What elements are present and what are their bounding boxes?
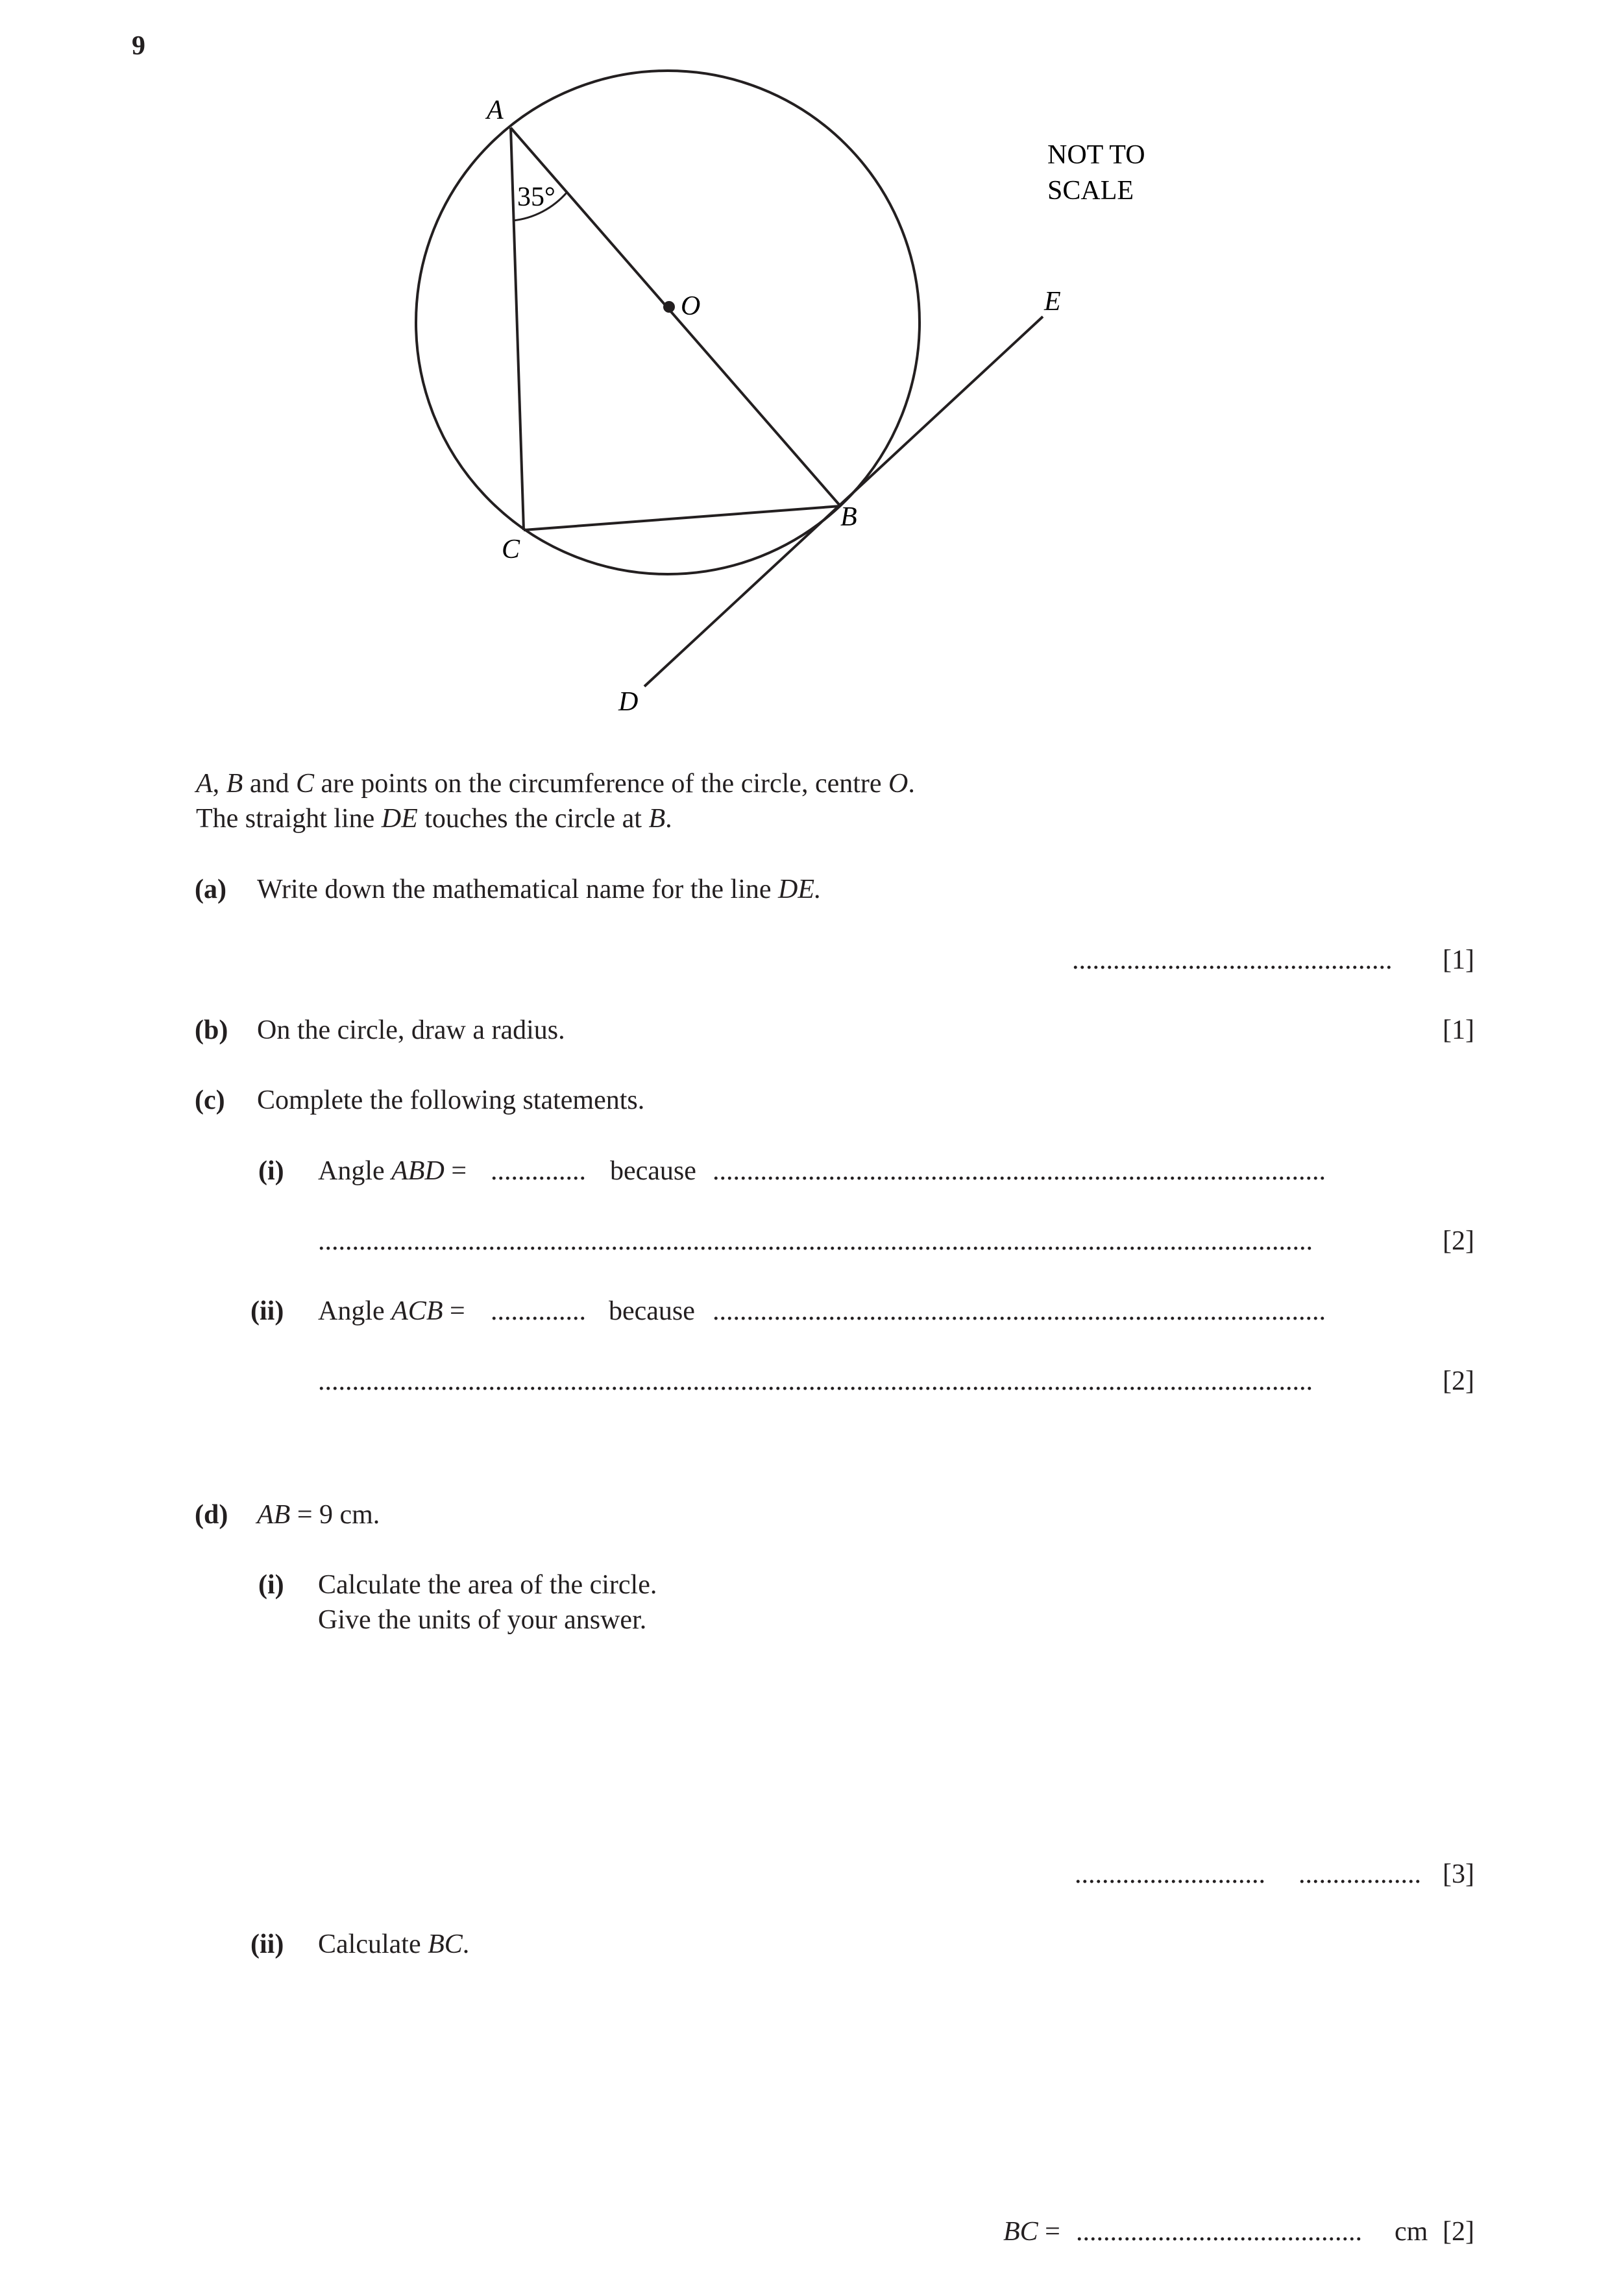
- question-c-ii-angle-answer[interactable]: ..............: [491, 1296, 586, 1326]
- question-d-i-answer-line[interactable]: ............................: [1075, 1859, 1265, 1889]
- question-c-i-angle-answer[interactable]: ..............: [491, 1156, 586, 1186]
- question-d-i-units-line[interactable]: ..................: [1299, 1859, 1421, 1889]
- question-b-marks: [1]: [1443, 1015, 1474, 1045]
- question-c-i-reason-line-2[interactable]: ..................................................................................................................................................: [318, 1226, 1313, 1256]
- question-c-i-statement: Angle ABD =: [318, 1156, 467, 1186]
- question-d-i-line-2: Give the units of your answer.: [318, 1605, 647, 1635]
- question-d-i-line-1: Calculate the area of the circle.: [318, 1570, 657, 1600]
- page-number: 9: [132, 31, 145, 61]
- question-d-ii-text: Calculate BC.: [318, 1929, 470, 1959]
- line-ab: [511, 128, 840, 506]
- question-c-i-label: (i): [258, 1156, 284, 1186]
- question-b-text: On the circle, draw a radius.: [257, 1015, 565, 1045]
- not-to-scale-line1: NOT TO: [1047, 140, 1145, 170]
- not-to-scale-line2: SCALE: [1047, 176, 1134, 206]
- label-o: O: [681, 291, 701, 321]
- question-d-label: (d): [195, 1500, 228, 1530]
- question-c-ii-reason-line-1[interactable]: ..........................................................................................: [713, 1296, 1326, 1326]
- question-a-marks: [1]: [1443, 945, 1474, 975]
- question-d-i-label: (i): [258, 1570, 284, 1600]
- question-c-ii-marks: [2]: [1443, 1366, 1474, 1396]
- label-c: C: [502, 535, 520, 564]
- circle-diagram: [0, 0, 1610, 753]
- intro-line-2: The straight line DE touches the circle at B.: [196, 804, 672, 834]
- question-c-i-marks: [2]: [1443, 1226, 1474, 1256]
- question-c-ii-reason-line-2[interactable]: ..................................................................................................................................................: [318, 1366, 1313, 1396]
- circle: [416, 71, 920, 574]
- question-d-i-marks: [3]: [1443, 1859, 1474, 1889]
- question-d-ii-answer-prefix: BC =: [1003, 2217, 1060, 2247]
- question-a-label: (a): [195, 875, 226, 904]
- question-a-answer-line[interactable]: ...............................................: [1072, 945, 1393, 975]
- question-c-text: Complete the following statements.: [257, 1085, 645, 1115]
- question-c-i-reason-line-1[interactable]: ..........................................................................................: [713, 1156, 1326, 1186]
- question-d-ii-marks: [2]: [1443, 2217, 1474, 2247]
- question-d-ii-label: (ii): [250, 1929, 284, 1959]
- question-d-ii-unit: cm: [1395, 2217, 1428, 2247]
- label-d: D: [618, 687, 639, 717]
- intro-line-1: A, B and C are points on the circumference of the circle, centre O.: [196, 769, 915, 799]
- question-c-label: (c): [195, 1085, 225, 1115]
- question-c-ii-label: (ii): [250, 1296, 284, 1326]
- question-c-i-because: because: [610, 1156, 696, 1186]
- line-cb: [524, 506, 840, 530]
- question-c-ii-because: because: [609, 1296, 695, 1326]
- label-b: B: [840, 502, 857, 532]
- centre-point: [663, 301, 675, 313]
- question-b-label: (b): [195, 1015, 228, 1045]
- question-c-ii-statement: Angle ACB =: [318, 1296, 465, 1326]
- label-a: A: [487, 95, 504, 125]
- question-d-ii-answer-line[interactable]: ..........................................: [1076, 2217, 1362, 2247]
- tangent-de: [644, 317, 1043, 686]
- question-d-text: AB = 9 cm.: [257, 1500, 380, 1530]
- angle-label: 35°: [517, 182, 555, 212]
- question-a-text: Write down the mathematical name for the line DE.: [257, 875, 822, 904]
- label-e: E: [1044, 287, 1061, 317]
